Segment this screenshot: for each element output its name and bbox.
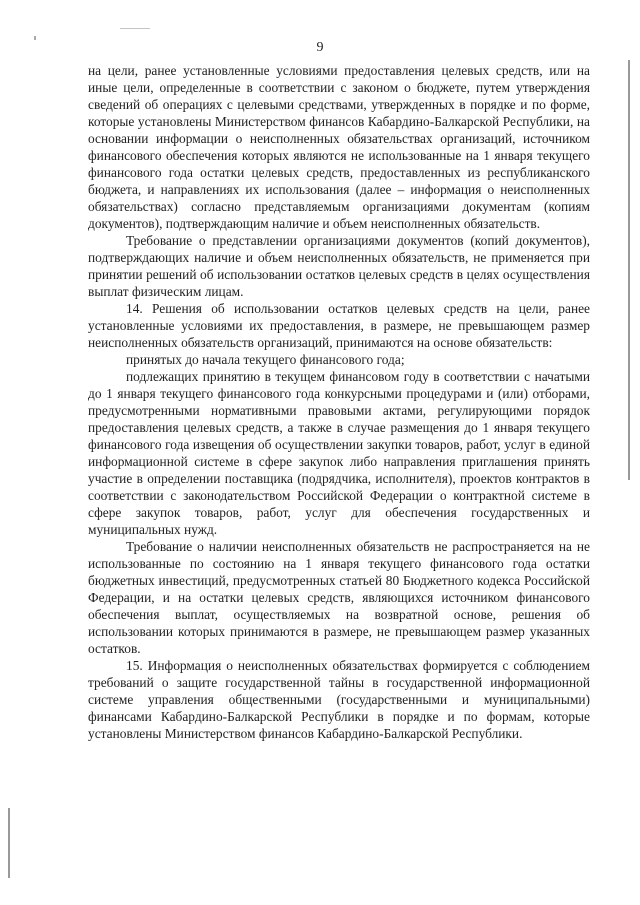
page-number: 9 [316,40,324,55]
paragraph-continuation: на цели, ранее установленные условиями предоставления целевых средств, или на иные цели, определенные в соответствии с законом о бюджете, путем утверждения сведений об операциях с целевыми средствами, утвержденных в порядке и по форме, которые установлены Министерством финансов Кабардино-Балкарской Республики, на основании информации о неисполненных обязательствах организаций, источником финансового обеспечения которых являются не использованные на 1 января текущего финансового года остатки целевых средств, предоставленных из республиканского бюджета, и направлениях их использования (далее – информация о неисполненных обязательствах) согласно представляемым организациями документам (копиям документов), подтверждающим наличие и объем неисполненных обязательств. [88,63,590,231]
paragraph-investments-exception: Требование о наличии неисполненных обязательств не распространяется на не использованные по состоянию на 1 января текущего финансового года остатки бюджетных инвестиций, предусмотренных статьей 80 Бюджетного кодекса Российской Федерации, и на остатки целевых средств, являющихся источником финансового обеспечения выплат, осуществляемых на возвратной основе, решения об использовании которых принимаются в размере, не превышающем размер указанных остатков. [88,539,590,656]
paragraph-clause-14: 14. Решения об использовании остатков целевых средств на цели, ранее установленные условиями их предоставления, в размере, не превышающем размер неисполненных обязательств организаций, принимаются на основе обязательств: [88,301,590,350]
paragraph-obligations-before-year: принятых до начала текущего финансового года; [126,352,405,367]
document-body [88,62,590,742]
scan-artifact-left-margin [8,808,10,878]
paragraph-documents-requirement: Требование о представлении организациями документов (копий документов), подтверждающих наличие и объем неисполненных обязательств, не применяется при принятии решений об использовании остатков целевых средств в целях осуществления выплат физическим лицам. [88,233,590,299]
paragraph-obligations-current-year: подлежащих принятию в текущем финансовом году в соответствии с начатыми до 1 января текущего финансового года конкурсными процедурами и (или) отборами, предусмотренными нормативными правовыми актами, регулирующими порядок предоставления целевых средств, а также в случае размещения до 1 января текущего финансового года извещения об осуществлении закупки товаров, работ, услуг в единой информационной системе в сфере закупок либо направления приглашения принять участие в определении поставщика (подрядчика, исполнителя), проектов контрактов в соответствии с законодательством Российской Федерации о контрактной системе в сфере закупок товаров, работ, услуг для обеспечения государственных и муниципальных нужд. [88,369,590,537]
scan-artifact-right-margin [628,60,630,480]
paragraph-clause-15: 15. Информация о неисполненных обязательствах формируется с соблюдением требований о защите государственной тайны в государственной информационной системе управления общественными (государственными и муниципальными) финансами Кабардино-Балкарской Республики в порядке и по формам, которые установлены Министерством финансов Кабардино-Балкарской Республики. [88,658,590,741]
scan-artifact-top [120,28,150,29]
